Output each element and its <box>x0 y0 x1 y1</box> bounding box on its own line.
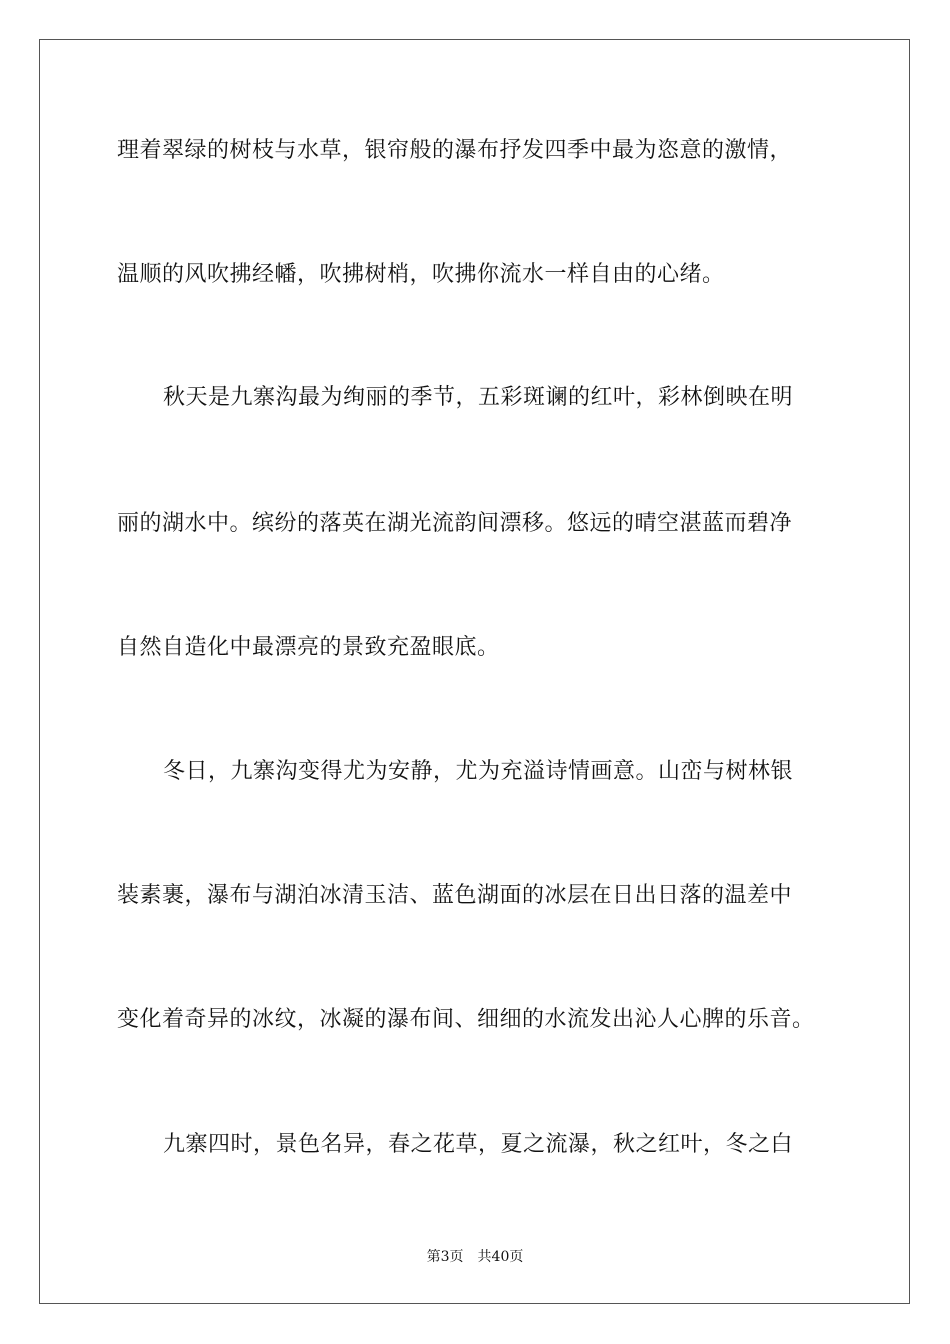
paragraph-line: 冬日，九寨沟变得尤为安静，尤为充溢诗情画意。山峦与树林银 <box>163 759 794 784</box>
page-total: 共40页 <box>477 1249 524 1265</box>
paragraph-line: 理着翠绿的树枝与水草，银帘般的瀑布抒发四季中最为恣意的激情， <box>117 138 793 163</box>
paragraph-line: 九寨四时，景色名异，春之花草，夏之流瀑，秋之红叶，冬之白 <box>163 1132 794 1157</box>
paragraph-line: 丽的湖水中。缤纷的落英在湖光流韵间漂移。悠远的晴空湛蓝而碧净 <box>117 511 793 536</box>
paragraph-line: 自然自造化中最漂亮的景致充盈眼底。 <box>117 635 500 660</box>
paragraph-line: 秋天是九寨沟最为绚丽的季节，五彩斑谰的红叶，彩林倒映在明 <box>163 385 794 410</box>
paragraph-line: 温顺的风吹拂经幡，吹拂树梢，吹拂你流水一样自由的心绪。 <box>117 262 725 287</box>
paragraph-line: 变化着奇异的冰纹，冰凝的瀑布间、细细的水流发出沁人心脾的乐音。 <box>117 1007 815 1032</box>
page-number: 第3页 <box>426 1249 464 1265</box>
paragraph-line: 装素裹，瀑布与湖泊冰清玉洁、蓝色湖面的冰层在日出日落的温差中 <box>117 883 793 908</box>
page-footer <box>0 1248 950 1266</box>
page-border <box>39 39 910 1304</box>
